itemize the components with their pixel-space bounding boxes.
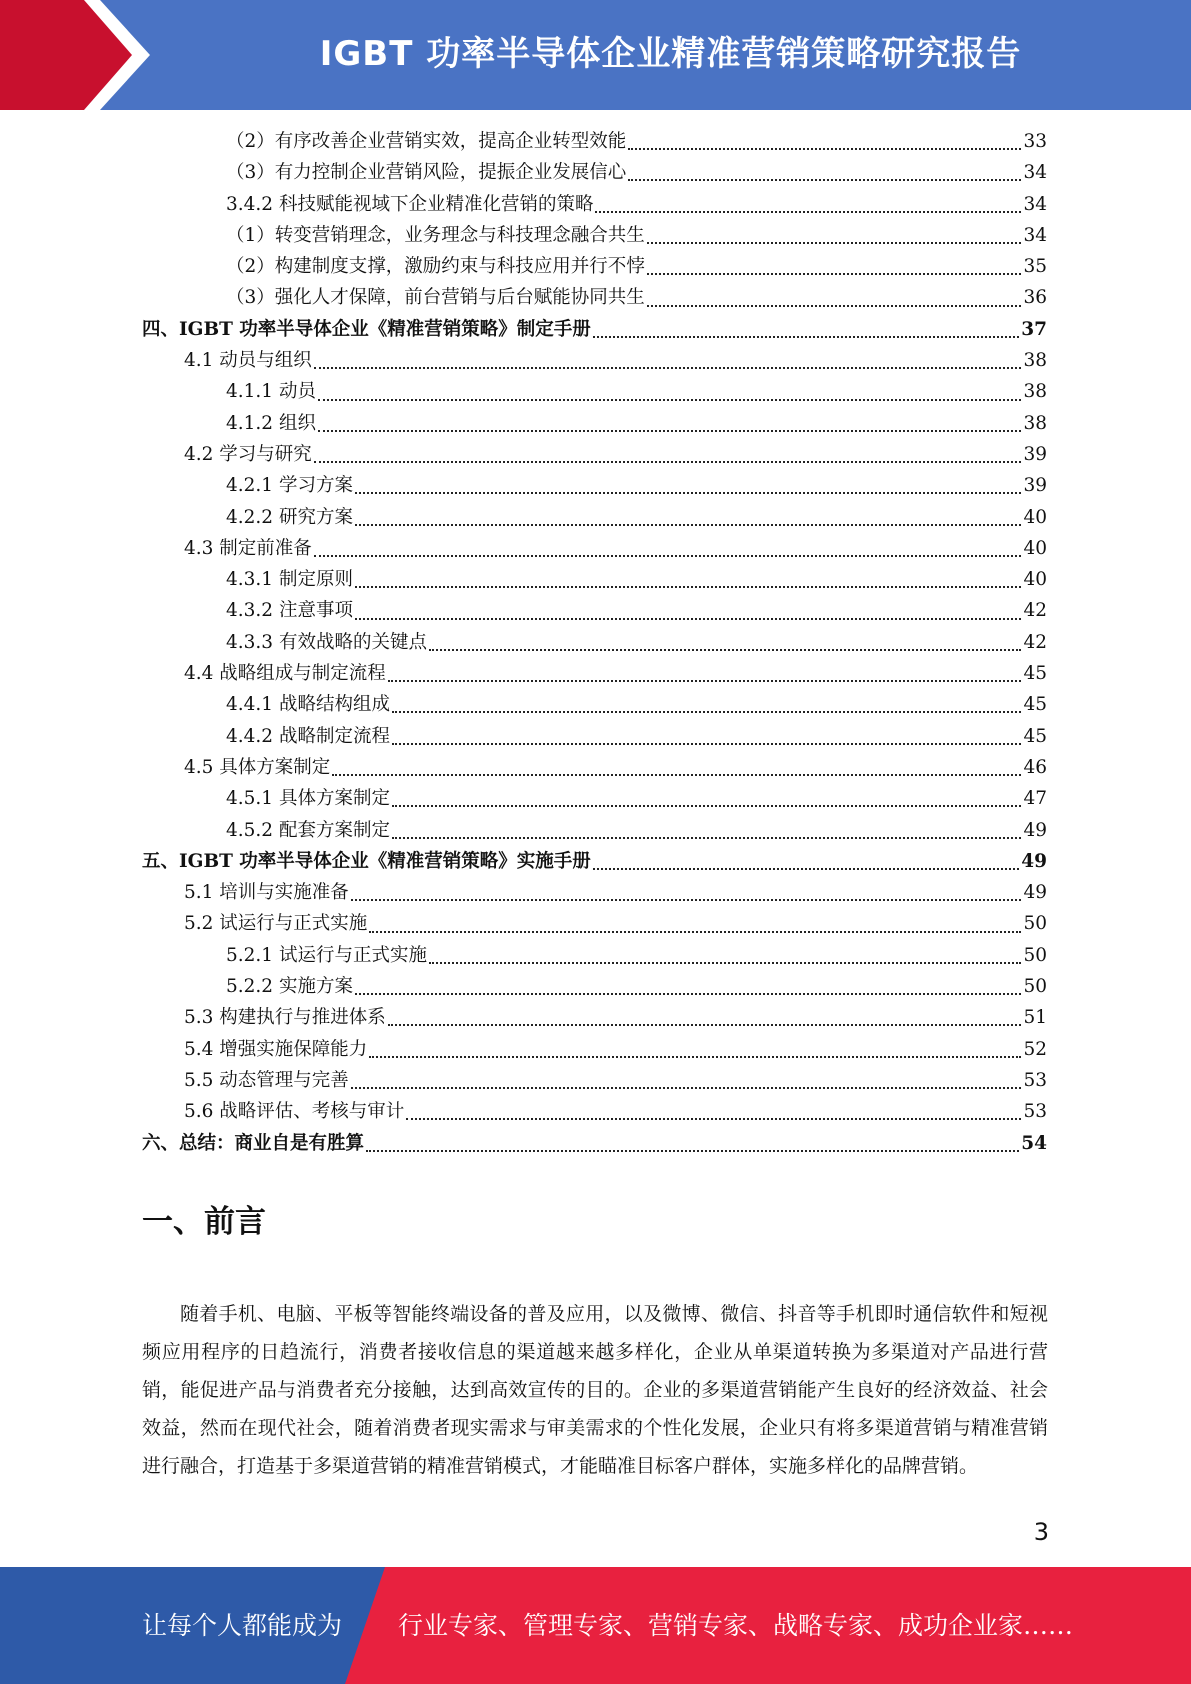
section-title: 一、前言 (142, 1204, 266, 1240)
toc-entry-page: 49 (1023, 819, 1047, 841)
toc-entry[interactable] (142, 1002, 1047, 1033)
toc-entry[interactable] (142, 846, 1047, 877)
toc-entry-page: 38 (1023, 381, 1047, 403)
toc-entry-page: 34 (1023, 162, 1047, 184)
toc-dot-leader (355, 992, 1022, 995)
toc-entry[interactable] (142, 1065, 1047, 1096)
toc-entry-label: 五、IGBT 功率半导体企业《精准营销策略》实施手册 (142, 850, 591, 872)
toc-entry-page: 40 (1023, 506, 1047, 528)
toc-entry-label: 4.2.2 研究方案 (226, 506, 353, 528)
toc-entry-page: 37 (1021, 318, 1047, 340)
toc-entry-label: 4.4.1 战略结构组成 (226, 694, 390, 716)
toc-entry[interactable] (142, 1128, 1047, 1159)
toc-entry-page: 53 (1023, 1069, 1047, 1091)
toc-entry-page: 50 (1023, 913, 1047, 935)
toc-dot-leader (332, 773, 1021, 776)
toc-dot-leader (392, 710, 1021, 713)
toc-entry-page: 42 (1023, 600, 1047, 622)
toc-entry[interactable] (142, 815, 1047, 846)
toc-dot-leader (593, 335, 1019, 338)
page-header (0, 0, 1191, 110)
toc-entry-page: 36 (1023, 287, 1047, 309)
toc-entry[interactable] (142, 189, 1047, 220)
toc-entry-label: 4.5.1 具体方案制定 (226, 788, 390, 810)
toc-entry[interactable] (142, 658, 1047, 689)
toc-entry[interactable] (142, 721, 1047, 752)
toc-entry-label: 5.5 动态管理与完善 (184, 1069, 349, 1091)
toc-dot-leader (392, 836, 1021, 839)
toc-entry[interactable] (142, 564, 1047, 595)
table-of-contents (142, 126, 1047, 1159)
toc-entry-page: 54 (1021, 1132, 1047, 1154)
toc-entry-page: 51 (1023, 1007, 1047, 1029)
toc-entry[interactable] (142, 877, 1047, 908)
toc-entry[interactable] (142, 689, 1047, 720)
toc-entry-page: 40 (1023, 569, 1047, 591)
toc-entry-label: （1）转变营销理念，业务理念与科技理念融合共生 (226, 224, 645, 246)
toc-entry-page: 46 (1023, 756, 1047, 778)
toc-dot-leader (318, 398, 1022, 401)
toc-entry[interactable] (142, 408, 1047, 439)
toc-dot-leader (314, 460, 1022, 463)
toc-dot-leader (355, 523, 1022, 526)
toc-dot-leader (351, 898, 1022, 901)
toc-entry[interactable] (142, 1096, 1047, 1127)
toc-entry[interactable] (142, 783, 1047, 814)
toc-dot-leader (388, 679, 1022, 682)
toc-entry-page: 45 (1023, 663, 1047, 685)
toc-dot-leader (369, 1055, 1021, 1058)
toc-entry-label: 四、IGBT 功率半导体企业《精准营销策略》制定手册 (142, 318, 591, 340)
toc-entry-label: 4.1.2 组织 (226, 412, 316, 434)
footer-slogan-right: 行业专家、管理专家、营销专家、战略专家、成功企业家…… (398, 1611, 1074, 1640)
toc-entry[interactable] (142, 220, 1047, 251)
toc-dot-leader (318, 429, 1022, 432)
toc-dot-leader (647, 241, 1022, 244)
toc-dot-leader (314, 554, 1022, 557)
page-number: 3 (1033, 1518, 1049, 1546)
toc-dot-leader (647, 304, 1022, 307)
toc-entry-page: 50 (1023, 976, 1047, 998)
toc-dot-leader (366, 1149, 1019, 1152)
toc-entry[interactable] (142, 940, 1047, 971)
toc-entry[interactable] (142, 282, 1047, 313)
toc-entry-label: （2）构建制度支撑，激励约束与科技应用并行不悖 (226, 256, 645, 278)
toc-entry-label: （2）有序改善企业营销实效，提高企业转型效能 (226, 131, 627, 152)
toc-entry-label: 5.4 增强实施保障能力 (184, 1038, 368, 1060)
toc-entry-page: 38 (1023, 412, 1047, 434)
toc-entry-page: 40 (1023, 537, 1047, 559)
toc-entry-label: 4.1.1 动员 (226, 381, 316, 403)
toc-entry[interactable] (142, 1034, 1047, 1065)
body-paragraph: 随着手机、电脑、平板等智能终端设备的普及应用，以及微博、微信、抖音等手机即时通信软件和短视频应用程序的日趋流行，消费者接收信息的渠道越来越多样化，企业从单渠道转换为多渠道对产品进行营销，能促进产品与消费者充分接触，达到高效宣传的目的。企业的多渠道营销能产生良好的经济效益、社会效益，然而在现代社会，随着消费者现实需求与审美需求的个性化发展，企业只有将多渠道营销与精准营销进行融合，打造基于多渠道营销的精准营销模式，才能瞄准目标客户群体，实施多样化的品牌营销。 (142, 1303, 1048, 1477)
toc-dot-leader (429, 648, 1021, 651)
toc-entry-page: 38 (1023, 350, 1047, 372)
toc-entry-label: 4.2.1 学习方案 (226, 475, 353, 497)
toc-dot-leader (406, 1117, 1021, 1120)
toc-entry-label: 4.3.2 注意事项 (226, 600, 353, 622)
footer-slogan-left: 让每个人都能成为 (142, 1611, 343, 1640)
toc-dot-leader (314, 366, 1022, 369)
toc-entry-page: 47 (1023, 788, 1047, 810)
toc-entry[interactable] (142, 470, 1047, 501)
toc-entry-page: 33 (1023, 131, 1047, 152)
toc-entry-page: 50 (1023, 944, 1047, 966)
toc-dot-leader (351, 1086, 1022, 1089)
toc-entry-label: 4.3 制定前准备 (184, 537, 312, 559)
toc-entry-page: 39 (1023, 443, 1047, 465)
toc-entry-label: 5.2 试运行与正式实施 (184, 913, 368, 935)
toc-entry[interactable] (142, 533, 1047, 564)
toc-entry[interactable] (142, 627, 1047, 658)
toc-entry[interactable] (142, 345, 1047, 376)
toc-entry-label: 4.2 学习与研究 (184, 443, 312, 465)
toc-entry-page: 45 (1023, 725, 1047, 747)
toc-dot-leader (355, 491, 1022, 494)
toc-entry-page: 35 (1023, 256, 1047, 278)
toc-entry[interactable] (142, 752, 1047, 783)
toc-entry-page: 52 (1023, 1038, 1047, 1060)
toc-entry-label: 5.2.2 实施方案 (226, 976, 353, 998)
toc-entry-label: 4.3.1 制定原则 (226, 569, 353, 591)
toc-entry-page: 49 (1021, 850, 1047, 872)
toc-entry-page: 49 (1023, 882, 1047, 904)
header-title: IGBT 功率半导体企业精准营销策略研究报告 (319, 34, 1022, 74)
toc-entry-label: 5.3 构建执行与推进体系 (184, 1007, 386, 1029)
toc-entry-page: 53 (1023, 1101, 1047, 1123)
toc-entry[interactable] (142, 439, 1047, 470)
toc-entry[interactable] (142, 908, 1047, 939)
toc-entry[interactable] (142, 126, 1047, 157)
toc-entry-label: 5.2.1 试运行与正式实施 (226, 944, 427, 966)
toc-entry-label: 4.1 动员与组织 (184, 350, 312, 372)
toc-entry-label: 5.1 培训与实施准备 (184, 882, 349, 904)
toc-entry-page: 39 (1023, 475, 1047, 497)
toc-dot-leader (388, 1023, 1022, 1026)
toc-dot-leader (593, 867, 1019, 870)
page-footer (0, 1567, 1191, 1684)
toc-dot-leader (595, 210, 1021, 213)
toc-entry-label: 4.3.3 有效战略的关键点 (226, 631, 427, 653)
toc-entry[interactable] (142, 157, 1047, 188)
toc-dot-leader (429, 961, 1021, 964)
toc-entry[interactable] (142, 251, 1047, 282)
toc-dot-leader (355, 617, 1022, 620)
toc-entry[interactable] (142, 971, 1047, 1002)
toc-dot-leader (392, 742, 1021, 745)
toc-dot-leader (392, 804, 1021, 807)
toc-dot-leader (647, 272, 1022, 275)
toc-entry[interactable] (142, 595, 1047, 626)
toc-entry-label: 4.4.2 战略制定流程 (226, 725, 390, 747)
toc-entry-label: （3）有力控制企业营销风险，提振企业发展信心 (226, 162, 627, 184)
toc-dot-leader (628, 147, 1021, 150)
toc-entry-label: 4.5.2 配套方案制定 (226, 819, 390, 841)
header-flag-shape (0, 0, 160, 110)
toc-entry-label: 4.4 战略组成与制定流程 (184, 663, 386, 685)
toc-entry[interactable] (142, 376, 1047, 407)
toc-entry-page: 42 (1023, 631, 1047, 653)
toc-entry-label: （3）强化人才保障，前台营销与后台赋能协同共生 (226, 287, 645, 309)
toc-entry-label: 六、总结：商业自是有胜算 (142, 1132, 365, 1154)
toc-dot-leader (355, 585, 1022, 588)
toc-dot-leader (369, 930, 1021, 933)
toc-entry-label: 3.4.2 科技赋能视域下企业精准化营销的策略 (226, 193, 594, 215)
toc-entry[interactable] (142, 314, 1047, 345)
toc-entry-label: 5.6 战略评估、考核与审计 (184, 1101, 405, 1123)
toc-entry-label: 4.5 具体方案制定 (184, 756, 331, 778)
toc-dot-leader (628, 178, 1021, 181)
toc-entry-page: 34 (1023, 193, 1047, 215)
toc-entry-page: 45 (1023, 694, 1047, 716)
toc-entry-page: 34 (1023, 224, 1047, 246)
toc-entry[interactable] (142, 502, 1047, 533)
